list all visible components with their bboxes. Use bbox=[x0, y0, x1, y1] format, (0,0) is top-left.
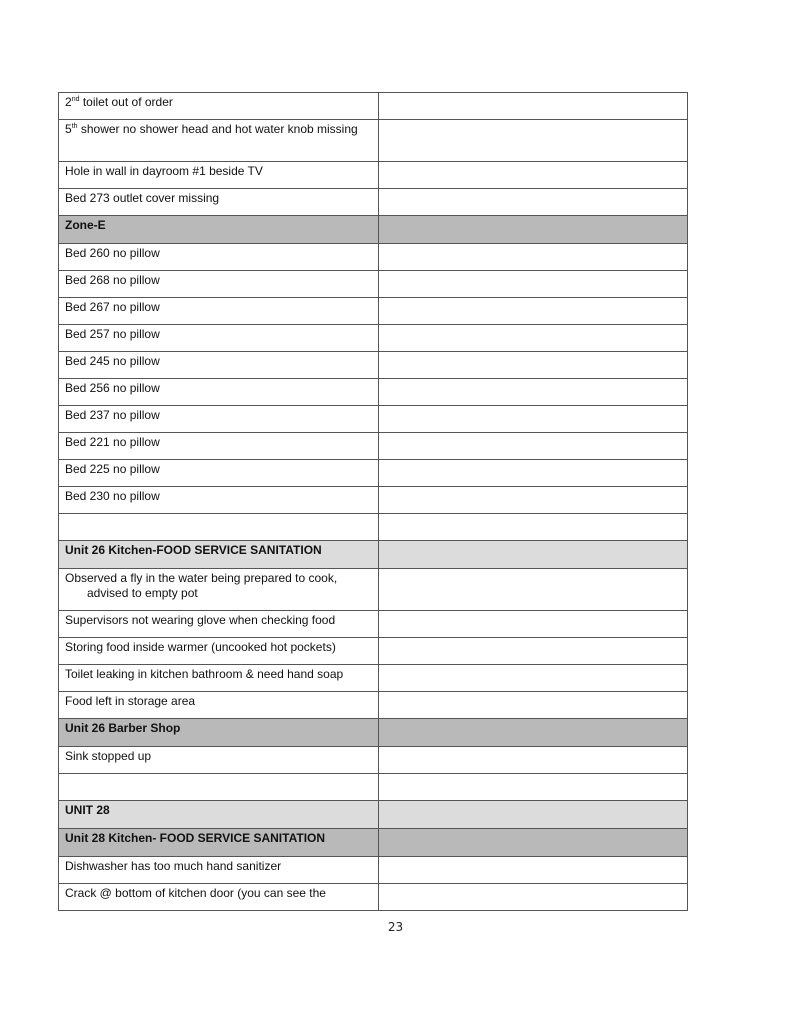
notes-cell bbox=[379, 216, 688, 244]
section-header-row bbox=[59, 801, 688, 829]
ordinal-suffix: th bbox=[71, 123, 78, 130]
notes-cell bbox=[379, 487, 688, 514]
inspection-table-body bbox=[59, 93, 688, 911]
finding-text: Supervisors not wearing glove when checking food bbox=[65, 613, 336, 627]
finding-text: Bed 273 outlet cover missing bbox=[65, 191, 220, 205]
finding-cell bbox=[59, 774, 379, 801]
table-row bbox=[59, 120, 688, 162]
table-row bbox=[59, 487, 688, 514]
finding-cell bbox=[59, 433, 379, 460]
notes-cell bbox=[379, 774, 688, 801]
notes-cell bbox=[379, 433, 688, 460]
finding-cell bbox=[59, 665, 379, 692]
notes-cell bbox=[379, 884, 688, 911]
finding-cell bbox=[59, 487, 379, 514]
finding-cell bbox=[59, 162, 379, 189]
table-row bbox=[59, 379, 688, 406]
finding-text: Hole in wall in dayroom #1 beside TV bbox=[65, 164, 263, 178]
finding-cell bbox=[59, 325, 379, 352]
finding-cell bbox=[59, 884, 379, 911]
notes-cell bbox=[379, 189, 688, 216]
table-row bbox=[59, 162, 688, 189]
finding-text: Bed 221 no pillow bbox=[65, 435, 160, 449]
table-row bbox=[59, 325, 688, 352]
finding-text: Sink stopped up bbox=[65, 749, 152, 763]
section-header-row bbox=[59, 541, 688, 569]
section-title: Unit 26 Barber Shop bbox=[65, 721, 181, 735]
table-row bbox=[59, 884, 688, 911]
finding-text: Bed 267 no pillow bbox=[65, 300, 160, 314]
ordinal-number: 5 bbox=[65, 122, 72, 136]
notes-cell bbox=[379, 665, 688, 692]
ordinal-suffix: nd bbox=[71, 96, 80, 103]
table-row bbox=[59, 569, 688, 611]
table-row bbox=[59, 189, 688, 216]
notes-cell bbox=[379, 298, 688, 325]
finding-cell bbox=[59, 747, 379, 774]
finding-text: Dishwasher has too much hand sanitizer bbox=[65, 859, 282, 873]
notes-cell bbox=[379, 120, 688, 162]
finding-text: Observed a fly in the water being prepared to cook, bbox=[65, 571, 338, 585]
notes-cell bbox=[379, 93, 688, 120]
finding-text: toilet out of order bbox=[79, 95, 173, 109]
notes-cell bbox=[379, 857, 688, 884]
table-row bbox=[59, 298, 688, 325]
section-title: Unit 26 Kitchen-FOOD SERVICE SANITATION bbox=[65, 543, 322, 557]
finding-cell bbox=[59, 379, 379, 406]
finding-text: Bed 268 no pillow bbox=[65, 273, 160, 287]
finding-cell bbox=[59, 352, 379, 379]
notes-cell bbox=[379, 829, 688, 857]
table-row bbox=[59, 611, 688, 638]
table-row bbox=[59, 692, 688, 719]
finding-text: Bed 237 no pillow bbox=[65, 408, 160, 422]
section-header-row bbox=[59, 216, 688, 244]
section-header-row bbox=[59, 829, 688, 857]
section-title: Unit 28 Kitchen- FOOD SERVICE SANITATION bbox=[65, 831, 326, 845]
section-header-cell bbox=[59, 829, 379, 857]
notes-cell bbox=[379, 352, 688, 379]
notes-cell bbox=[379, 514, 688, 541]
table-row bbox=[59, 857, 688, 884]
finding-text: Food left in storage area bbox=[65, 694, 196, 708]
finding-cell bbox=[59, 244, 379, 271]
finding-text: Bed 230 no pillow bbox=[65, 489, 160, 503]
finding-text: Bed 257 no pillow bbox=[65, 327, 160, 341]
notes-cell bbox=[379, 541, 688, 569]
table-row bbox=[59, 433, 688, 460]
table-row bbox=[59, 460, 688, 487]
notes-cell bbox=[379, 747, 688, 774]
notes-cell bbox=[379, 719, 688, 747]
notes-cell bbox=[379, 379, 688, 406]
finding-cell bbox=[59, 460, 379, 487]
table-row bbox=[59, 514, 688, 541]
section-header-cell bbox=[59, 541, 379, 569]
finding-cell bbox=[59, 189, 379, 216]
section-header-row bbox=[59, 719, 688, 747]
notes-cell bbox=[379, 638, 688, 665]
notes-cell bbox=[379, 801, 688, 829]
finding-text: Bed 260 no pillow bbox=[65, 246, 160, 260]
section-header-cell bbox=[59, 719, 379, 747]
finding-cell bbox=[59, 514, 379, 541]
notes-cell bbox=[379, 325, 688, 352]
finding-cell bbox=[59, 857, 379, 884]
finding-cell bbox=[59, 406, 379, 433]
page-number: 23 bbox=[387, 920, 404, 934]
finding-text: Bed 256 no pillow bbox=[65, 381, 160, 395]
finding-text: Bed 225 no pillow bbox=[65, 462, 160, 476]
inspection-table bbox=[58, 92, 688, 911]
notes-cell bbox=[379, 406, 688, 433]
section-title: Zone-E bbox=[65, 218, 106, 232]
finding-cell bbox=[59, 611, 379, 638]
notes-cell bbox=[379, 244, 688, 271]
table-row bbox=[59, 244, 688, 271]
finding-text: Crack @ bottom of kitchen door (you can see the bbox=[65, 886, 326, 900]
notes-cell bbox=[379, 460, 688, 487]
finding-text: Storing food inside warmer (uncooked hot pockets) bbox=[65, 640, 336, 654]
finding-cell bbox=[59, 120, 379, 162]
table-row bbox=[59, 638, 688, 665]
table-row bbox=[59, 93, 688, 120]
finding-cell bbox=[59, 93, 379, 120]
finding-cell bbox=[59, 298, 379, 325]
table-row bbox=[59, 271, 688, 298]
notes-cell bbox=[379, 271, 688, 298]
table-row bbox=[59, 352, 688, 379]
table-row bbox=[59, 774, 688, 801]
section-title: UNIT 28 bbox=[65, 803, 110, 817]
notes-cell bbox=[379, 692, 688, 719]
finding-cell bbox=[59, 569, 379, 611]
finding-cell bbox=[59, 271, 379, 298]
table-row bbox=[59, 665, 688, 692]
finding-text: Bed 245 no pillow bbox=[65, 354, 160, 368]
notes-cell bbox=[379, 569, 688, 611]
finding-text-continued: advised to empty pot bbox=[87, 586, 198, 600]
finding-cell bbox=[59, 692, 379, 719]
ordinal-number: 2 bbox=[65, 95, 72, 109]
section-header-cell bbox=[59, 216, 379, 244]
section-header-cell bbox=[59, 801, 379, 829]
finding-cell bbox=[59, 638, 379, 665]
finding-text: Toilet leaking in kitchen bathroom & need hand soap bbox=[65, 667, 344, 681]
table-row bbox=[59, 406, 688, 433]
table-row bbox=[59, 747, 688, 774]
finding-text: shower no shower head and hot water knob missing bbox=[77, 122, 358, 136]
notes-cell bbox=[379, 162, 688, 189]
notes-cell bbox=[379, 611, 688, 638]
